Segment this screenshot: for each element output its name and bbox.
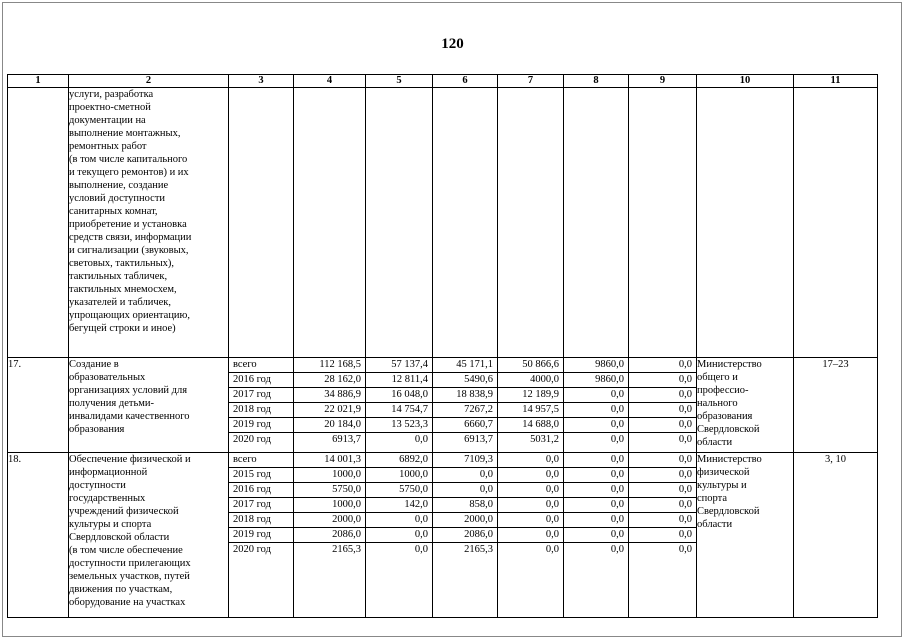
value-line: 2018 год (229, 513, 293, 528)
value-line: 2000,0 (294, 513, 365, 528)
value-line: 0,0 (498, 513, 563, 528)
text-line: образования (69, 424, 125, 435)
text-line: Свердловской области (69, 532, 170, 543)
text-line: Свердловской (697, 424, 760, 435)
value-line: 22 021,9 (294, 403, 365, 418)
value-line: 9860,0 (564, 358, 628, 373)
text-line: документации на (69, 115, 146, 126)
value-line: 28 162,0 (294, 373, 365, 388)
text-line: организациях условий для (69, 385, 188, 396)
value-line: 7109,3 (433, 453, 497, 468)
value-line: 2020 год (233, 434, 271, 445)
empty-cell (629, 88, 697, 358)
text-line: (в том числе капитального (69, 154, 188, 165)
total-cell (294, 358, 366, 453)
value-line: 0,0 (498, 528, 563, 543)
value-line: всего (229, 453, 293, 468)
text-line: тактильных мнемосхем, (69, 284, 177, 295)
federal-cell (366, 453, 433, 618)
text-line: Создание в (69, 359, 119, 370)
value-line: 858,0 (433, 498, 497, 513)
value-line: 20 184,0 (294, 418, 365, 433)
empty-cell (294, 88, 366, 358)
other-cell (629, 453, 697, 618)
text-line: культуры и спорта (69, 519, 152, 530)
text-line: тактильных табличек, (69, 271, 168, 282)
row-number: 18. (8, 453, 69, 618)
text-line: учреждений физической (69, 506, 179, 517)
value-line: 2165,3 (464, 544, 493, 555)
value-line: 18 838,9 (433, 388, 497, 403)
text-line: образования (697, 411, 753, 422)
years-cell (229, 358, 294, 453)
other-cell (629, 358, 697, 453)
value-line: 6913,7 (464, 434, 493, 445)
extrabudget-cell (564, 453, 629, 618)
value-line: 0,0 (629, 403, 696, 418)
value-line: 2016 год (229, 373, 293, 388)
text-line: доступности (69, 480, 126, 491)
empty-cell (564, 88, 629, 358)
value-line: 0,0 (678, 544, 692, 555)
value-line: 2020 год (233, 544, 271, 555)
header-cell: 5 (366, 75, 433, 88)
empty-cell (433, 88, 498, 358)
value-line: 14 754,7 (366, 403, 432, 418)
value-line: 5490,6 (433, 373, 497, 388)
value-line: 0,0 (610, 544, 624, 555)
text-line: и сигнализации (звуковых, (69, 245, 189, 256)
text-line: профессио- (697, 385, 749, 396)
extrabudget-cell (564, 358, 629, 453)
value-line: 14 001,3 (294, 453, 365, 468)
text-line: Министерство (697, 359, 762, 370)
value-line: 5750,0 (366, 483, 432, 498)
value-line: 4000,0 (498, 373, 563, 388)
header-cell: 9 (629, 75, 697, 88)
value-line: 14 957,5 (498, 403, 563, 418)
value-line: 9860,0 (564, 373, 628, 388)
targets-cell: 3, 10 (794, 453, 878, 618)
value-line: 0,0 (366, 528, 432, 543)
value-line: 2086,0 (294, 528, 365, 543)
executor-cell (697, 358, 794, 453)
text-line: общего и (697, 372, 738, 383)
text-line: проектно-сметной (69, 102, 151, 113)
regional-cell (433, 358, 498, 453)
page-number: 120 (441, 36, 464, 52)
text-line: земельных участков, путей (69, 571, 190, 582)
header-cell: 8 (564, 75, 629, 88)
federal-cell (366, 358, 433, 453)
value-line: 0,0 (564, 483, 628, 498)
value-line: 2086,0 (433, 528, 497, 543)
text-line: указателей и табличек, (69, 297, 172, 308)
value-line: 112 168,5 (294, 358, 365, 373)
header-cell: 7 (498, 75, 564, 88)
program-table (7, 74, 878, 618)
value-line: 0,0 (629, 513, 696, 528)
text-line: упрощающих ориентацию, (69, 310, 191, 321)
local-cell (498, 358, 564, 453)
value-line: 2019 год (229, 418, 293, 433)
text-line: нального (697, 398, 738, 409)
text-line: световых, тактильных), (69, 258, 175, 269)
header-cell: 10 (697, 75, 794, 88)
value-line: 0,0 (564, 388, 628, 403)
text-line: услуги, разработка (69, 89, 154, 100)
text-line: санитарных комнат, (69, 206, 158, 217)
table-row-18 (8, 453, 878, 618)
value-line: 0,0 (564, 498, 628, 513)
text-line: культуры и (697, 480, 747, 491)
value-line: 0,0 (629, 483, 696, 498)
value-line: 0,0 (629, 388, 696, 403)
text-line: выполнение монтажных, (69, 128, 181, 139)
value-line: 14 688,0 (498, 418, 563, 433)
executor-cell (697, 453, 794, 618)
value-line: 1000,0 (366, 468, 432, 483)
cont-num-cell (8, 88, 69, 358)
text-line: бегущей строки и иное) (69, 323, 176, 334)
value-line: 0,0 (610, 434, 624, 445)
value-line: 0,0 (629, 468, 696, 483)
value-line: 0,0 (564, 468, 628, 483)
value-line: 2019 год (229, 528, 293, 543)
empty-cell (697, 88, 794, 358)
value-line: 5031,2 (530, 434, 559, 445)
value-line: 2165,3 (332, 544, 361, 555)
total-cell (294, 453, 366, 618)
text-line: оборудование на участках (69, 597, 186, 608)
text-line: образовательных (69, 372, 146, 383)
value-line: 0,0 (498, 483, 563, 498)
local-cell (498, 453, 564, 618)
value-line: 2015 год (229, 468, 293, 483)
value-line: 0,0 (564, 513, 628, 528)
value-line: 0,0 (629, 453, 696, 468)
value-line: 0,0 (366, 513, 432, 528)
value-line: 12 189,9 (498, 388, 563, 403)
regional-cell (433, 453, 498, 618)
text-line: (в том числе обеспечение (69, 545, 183, 556)
text-line: государственных (69, 493, 146, 504)
value-line: 0,0 (414, 434, 428, 445)
text-line: и текущего ремонтов) и их (69, 167, 189, 178)
value-line: 0,0 (433, 483, 497, 498)
empty-cell (366, 88, 433, 358)
value-line: 6913,7 (332, 434, 361, 445)
header-cell: 1 (8, 75, 69, 88)
value-line: 0,0 (414, 544, 428, 555)
text-line: доступности прилегающих (69, 558, 191, 569)
value-line: 0,0 (629, 418, 696, 433)
empty-cell (229, 88, 294, 358)
text-line: области (697, 437, 733, 448)
value-line: 0,0 (545, 544, 559, 555)
value-line: 2018 год (229, 403, 293, 418)
value-line: 12 811,4 (366, 373, 432, 388)
value-line: 16 048,0 (366, 388, 432, 403)
text-line: области (697, 519, 733, 530)
column-number-row (8, 75, 878, 88)
value-line: 5750,0 (294, 483, 365, 498)
targets-cell: 17–23 (794, 358, 878, 453)
header-cell: 6 (433, 75, 498, 88)
value-line: 0,0 (564, 528, 628, 543)
event-name-cell (69, 358, 229, 453)
row-number: 17. (8, 358, 69, 453)
value-line: 50 866,6 (498, 358, 563, 373)
value-line: 0,0 (564, 403, 628, 418)
header-cell: 4 (294, 75, 366, 88)
value-line: 2000,0 (433, 513, 497, 528)
text-line: движения по участкам, (69, 584, 173, 595)
value-line: 0,0 (498, 453, 563, 468)
value-line: 2016 год (229, 483, 293, 498)
text-line: ремонтных работ (69, 141, 147, 152)
header-cell: 3 (229, 75, 294, 88)
event-name-cell (69, 453, 229, 618)
value-line: 34 886,9 (294, 388, 365, 403)
value-line: всего (229, 358, 293, 373)
value-line: 0,0 (498, 468, 563, 483)
header-cell: 11 (794, 75, 878, 88)
text-line: Министерство (697, 454, 762, 465)
text-line: приобретение и установка (69, 219, 187, 230)
value-line: 1000,0 (294, 498, 365, 513)
empty-cell (498, 88, 564, 358)
text-line: Свердловской (697, 506, 760, 517)
value-line: 0,0 (678, 434, 692, 445)
years-cell (229, 453, 294, 618)
text-line: физической (697, 467, 750, 478)
value-line: 0,0 (629, 498, 696, 513)
value-line: 0,0 (564, 418, 628, 433)
table-row-17 (8, 358, 878, 453)
value-line: 0,0 (433, 468, 497, 483)
text-line: получения детьми- (69, 398, 154, 409)
value-line: 0,0 (498, 498, 563, 513)
value-line: 2017 год (229, 388, 293, 403)
text-line: выполнение, создание (69, 180, 169, 191)
value-line: 0,0 (564, 453, 628, 468)
value-line: 13 523,3 (366, 418, 432, 433)
value-line: 0,0 (629, 358, 696, 373)
text-line: Обеспечение физической и (69, 454, 191, 465)
value-line: 0,0 (629, 528, 696, 543)
text-line: условий доступности (69, 193, 166, 204)
text-line: средств связи, информации (69, 232, 192, 243)
continuation-row (8, 88, 878, 358)
value-line: 6660,7 (433, 418, 497, 433)
value-line: 57 137,4 (366, 358, 432, 373)
header-cell: 2 (69, 75, 229, 88)
text-line: информационной (69, 467, 148, 478)
value-line: 142,0 (366, 498, 432, 513)
value-line: 1000,0 (294, 468, 365, 483)
value-line: 45 171,1 (433, 358, 497, 373)
value-line: 7267,2 (433, 403, 497, 418)
value-line: 6892,0 (366, 453, 432, 468)
empty-cell (794, 88, 878, 358)
text-line: спорта (697, 493, 728, 504)
cont-name-cell (69, 88, 229, 358)
value-line: 0,0 (629, 373, 696, 388)
value-line: 2017 год (229, 498, 293, 513)
text-line: инвалидами качественного (69, 411, 190, 422)
